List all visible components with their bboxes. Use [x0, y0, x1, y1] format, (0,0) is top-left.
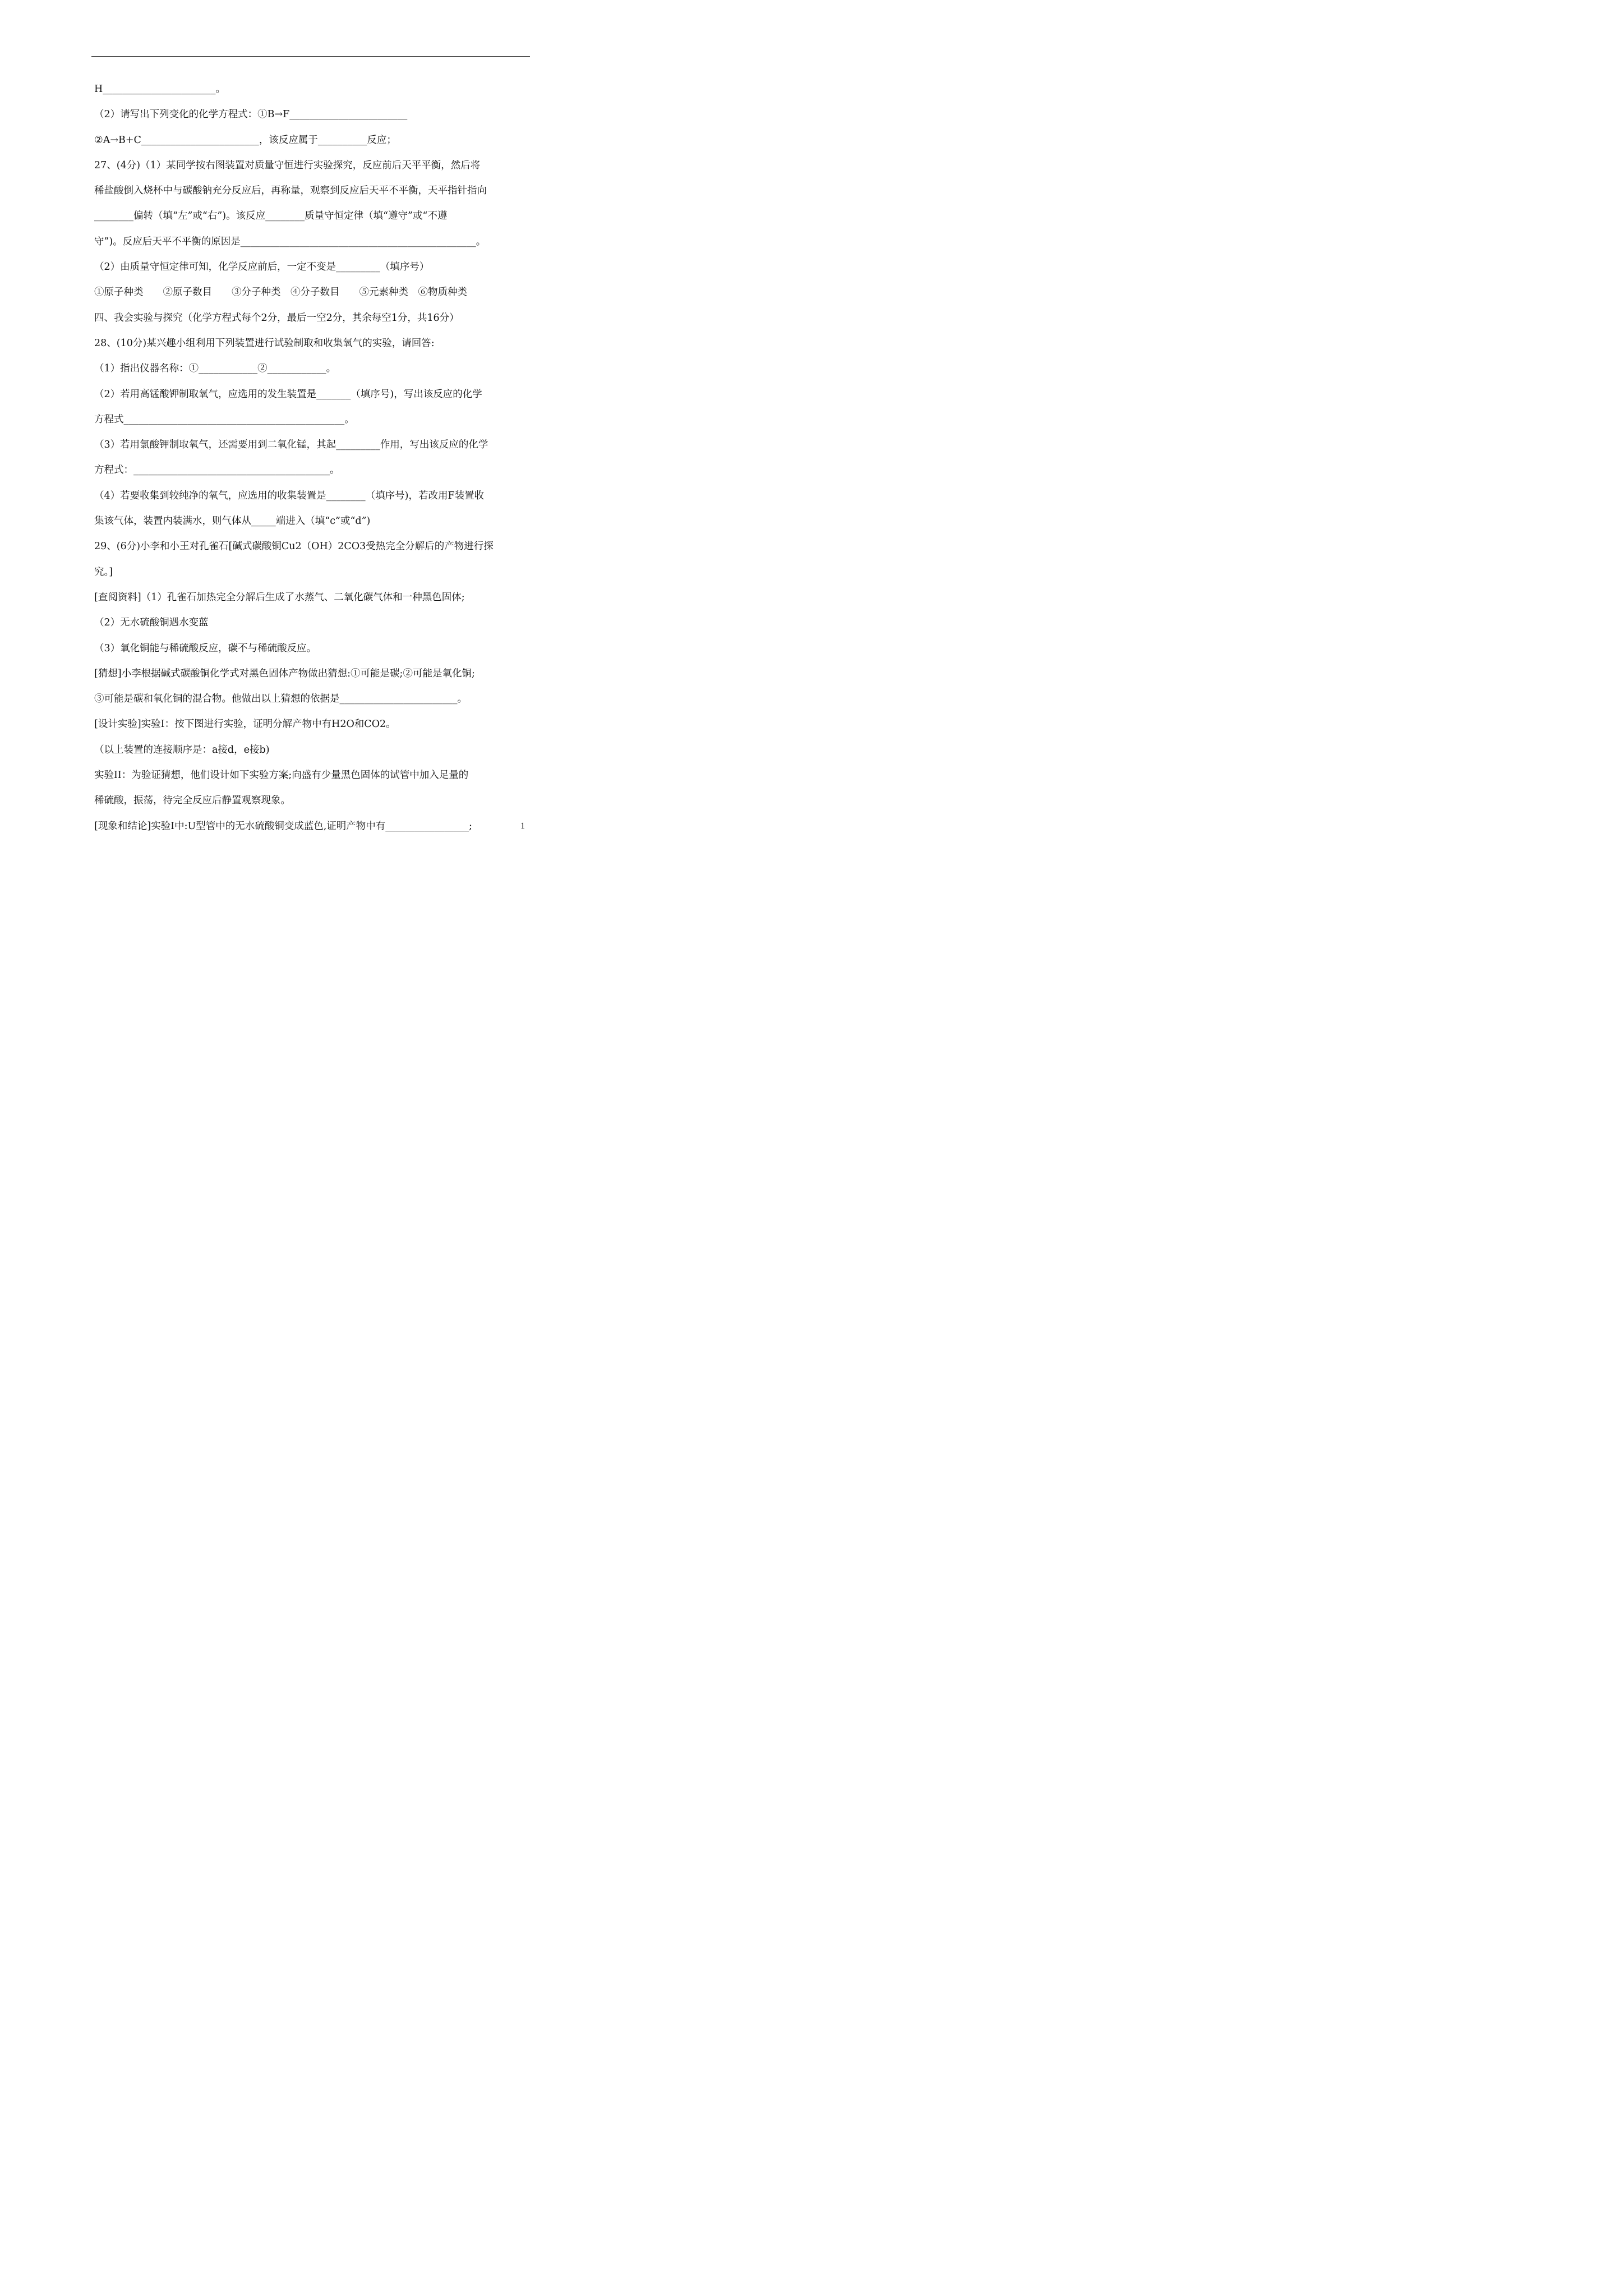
text-line: H_______________________。 [94, 84, 226, 95]
text-line: ②A→B+C________________________，该反应属于__________反应； [94, 134, 396, 146]
text-line: 集该气体，装置内装满水，则气体从_____端进入（填“c”或“d”) [94, 516, 371, 527]
text-line: 27、(4分)（1）某同学按右图装置对质量守恒进行实验探究，反应前后天平平衡，然后将 [94, 159, 481, 171]
text-line: （2）请写出下列变化的化学方程式：①B→F________________________ [94, 109, 408, 121]
text-line: （1）指出仪器名称：①____________②____________。 [94, 363, 336, 375]
text-line: 方程式：________________________________________。 [94, 464, 340, 476]
document-body [94, 77, 532, 839]
text-line: 究。] [94, 566, 113, 578]
text-line: 28、(10分)某兴趣小组利用下列装置进行试验制取和收集氧气的实验，请回答: [94, 337, 435, 349]
text-line: ③可能是碳和氧化铜的混合物。他做出以上猜想的依据是________________________。 [94, 693, 467, 705]
text-line: （2）由质量守恒定律可知，化学反应前后，一定不变是_________（填序号） [94, 261, 430, 273]
text-line: 稀盐酸倒入烧杯中与碳酸钠充分反应后，再称量，观察到反应后天平不平衡，天平指针指向 [94, 185, 487, 197]
text-line: ________偏转（填“左”或“右”)。该反应________质量守恒定律（填“遵守”或“不遵 [94, 210, 448, 222]
text-line: 守”)。反应后天平不平衡的原因是________________________________________________。 [94, 236, 486, 247]
text-line: 29、(6分)小李和小王对孔雀石[碱式碳酸铜Cu2（OH）2CO3受热完全分解后的产物进行探 [94, 541, 494, 553]
text-line: （4）若要收集到较纯净的氧气，应选用的收集装置是________（填序号)，若改用F装置收 [94, 490, 485, 501]
text-line: （以上装置的连接顺序是：a接d，e接b) [94, 744, 270, 756]
text-line: （3）若用氯酸钾制取氧气，还需要用到二氧化锰，其起_________作用，写出该反应的化学 [94, 439, 488, 451]
page-number: 1 [520, 821, 525, 831]
text-line: 方程式_____________________________________________。 [94, 413, 354, 425]
text-line: [查阅资料]（1）孔雀石加热完全分解后生成了水蒸气、二氧化碳气体和一种黑色固体; [94, 591, 465, 603]
text-line: [现象和结论]实验I中:U型管中的无水硫酸铜变成蓝色,证明产物中有_________________; [94, 820, 472, 832]
text-line: 实验II：为验证猜想，他们设计如下实验方案;向盛有少量黑色固体的试管中加入足量的 [94, 770, 469, 781]
text-line: [猜想]小李根据碱式碳酸铜化学式对黑色固体产物做出猜想:①可能是碳;②可能是氧化铜; [94, 668, 475, 679]
text-line: [设计实验]实验I：按下图进行实验，证明分解产物中有H2O和CO2。 [94, 719, 396, 730]
header-rule [91, 56, 530, 57]
text-line: ①原子种类 ②原子数目 ③分子种类 ④分子数目 ⑤元素种类 ⑥物质种类 [94, 287, 467, 298]
text-line: （2）若用高锰酸钾制取氧气，应选用的发生装置是_______（填序号)，写出该反应的化学 [94, 388, 482, 400]
text-line: 稀硫酸，振荡，待完全反应后静置观察现象。 [94, 795, 291, 807]
section-heading: 四、我会实验与探究（化学方程式每个2分，最后一空2分，其余每空1分，共16分） [94, 312, 459, 324]
text-line: （2）无水硫酸铜遇水变蓝 [94, 617, 209, 629]
text-line: （3）氧化铜能与稀硫酸反应，碳不与稀硫酸反应。 [94, 642, 317, 654]
